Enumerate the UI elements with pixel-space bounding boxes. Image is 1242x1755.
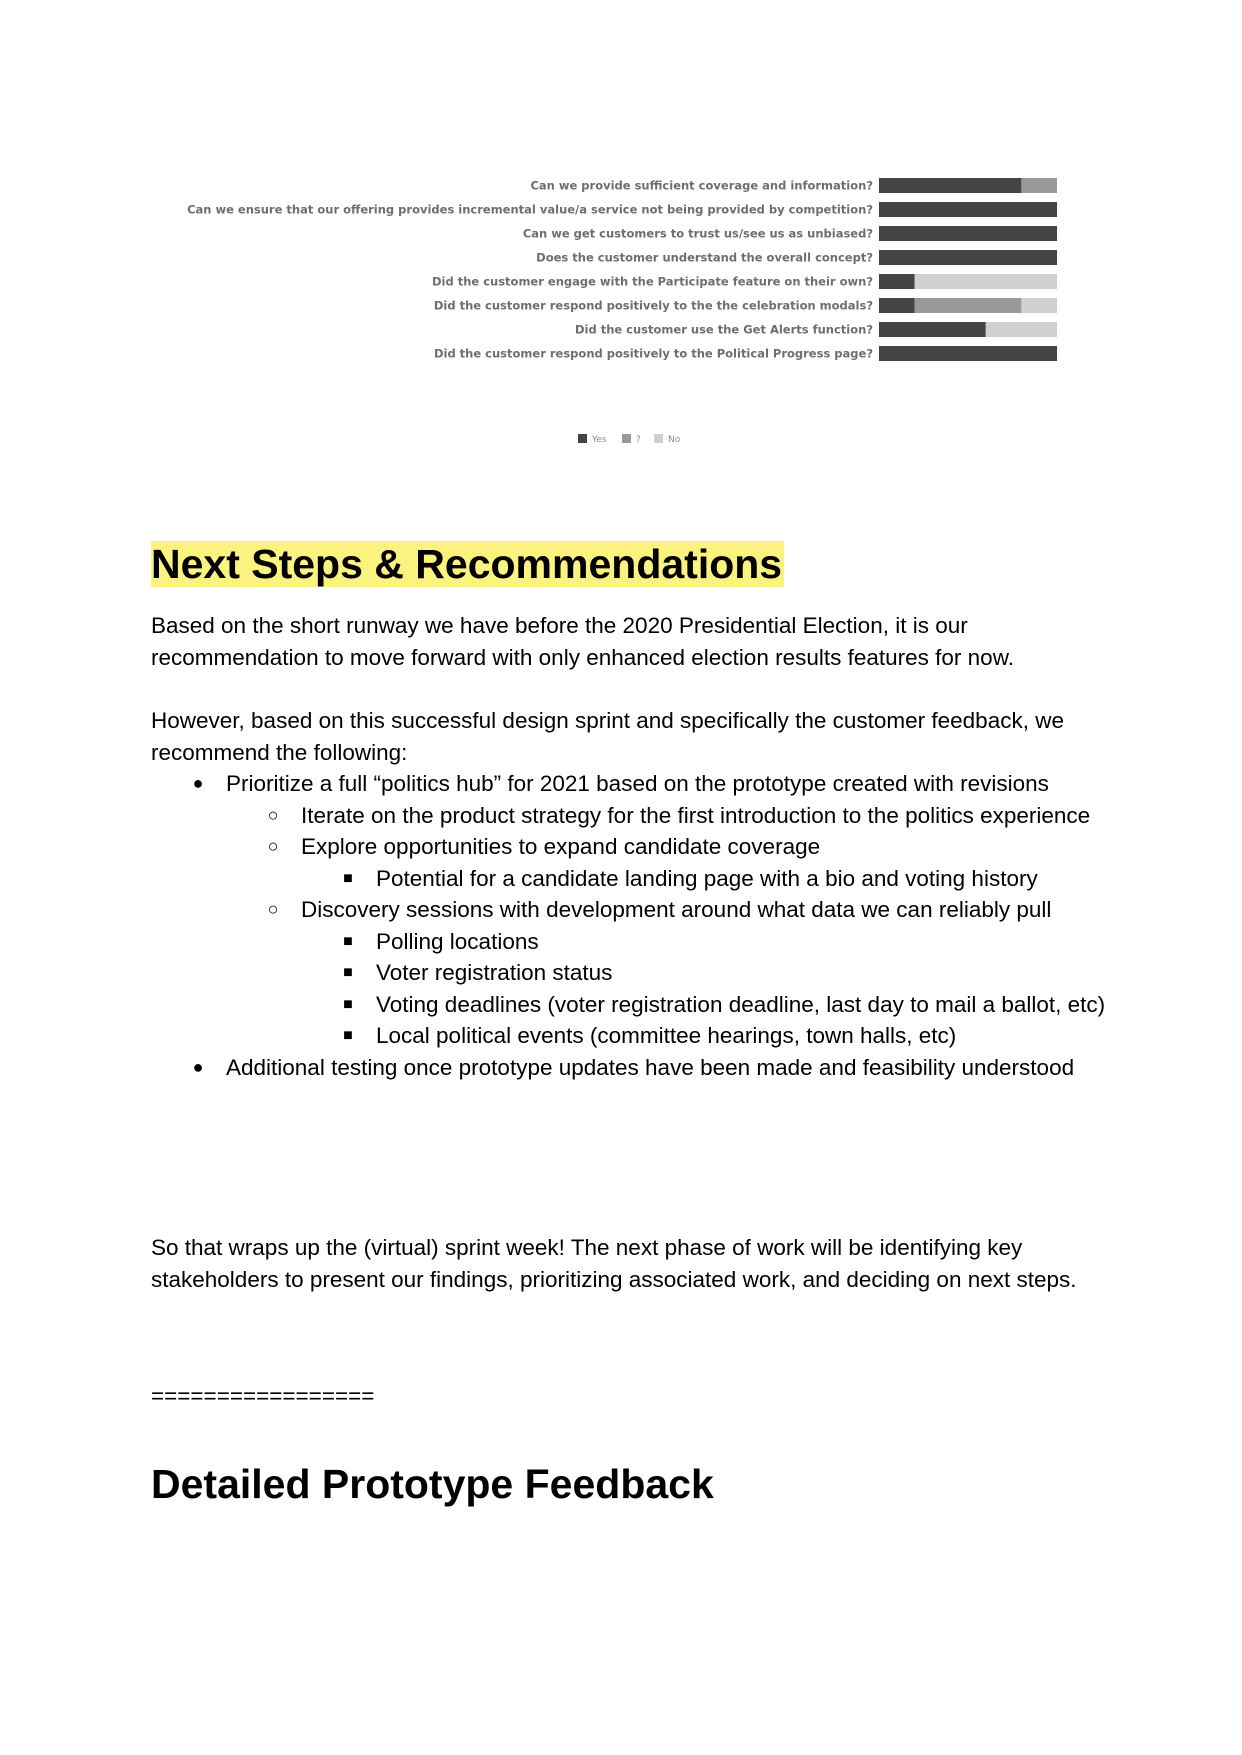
list-item-text: Prioritize a full “politics hub” for 2021 based on the prototype created with revisions <box>226 771 1049 796</box>
list-item-text: Additional testing once prototype updates have been made and feasibility understood <box>226 1054 1075 1080</box>
legend-swatch <box>654 434 663 443</box>
highlighted-heading-text: Next Steps & Recommendations <box>151 541 783 587</box>
survey-results-chart <box>0 0 1242 460</box>
bar-segment <box>986 322 1057 337</box>
bar-segment <box>879 274 915 289</box>
category-label: Did the customer use the Get Alerts function? <box>574 322 873 337</box>
legend-label: ? <box>636 435 641 445</box>
wrap-up-paragraph: So that wraps up the (virtual) sprint week! The next phase of work will be identifying key stakeholders to present our findings, prioritizing associated work, and deciding on next steps. <box>151 1235 1077 1292</box>
detailed-feedback-heading: Detailed Prototype Feedback <box>151 1461 714 1507</box>
square-bullet-icon: ■ <box>343 1027 353 1044</box>
sub-sub-list <box>301 926 1131 1052</box>
bar-segment <box>879 202 1057 217</box>
square-bullet-icon: ■ <box>343 995 353 1013</box>
recommendation-list <box>151 768 1131 1083</box>
list-item-text: Voting deadlines (voter registration deadline, last day to mail a ballot, etc) <box>376 991 1106 1017</box>
list-item <box>151 768 1131 1052</box>
list-item <box>226 894 1131 1052</box>
bar-segment <box>879 226 1057 241</box>
list-item <box>301 1020 1131 1052</box>
category-label: Did the customer engage with the Participate feature on their own? <box>431 274 873 289</box>
list-item <box>301 863 1131 895</box>
category-label: Can we ensure that our offering provides incremental value/a service not being provided by competition? <box>187 202 873 217</box>
list-item-text: Discovery sessions with development around what data we can reliably pull <box>301 897 1052 922</box>
next-steps-heading <box>151 540 784 588</box>
list-item <box>301 957 1131 989</box>
list-item-text: Voter registration status <box>376 960 613 985</box>
sub-sub-list <box>301 863 1131 895</box>
bar-segment <box>1021 178 1057 193</box>
category-label: Does the customer understand the overall concept? <box>536 250 873 265</box>
list-item-text: Explore opportunities to expand candidate coverage <box>301 834 821 859</box>
bar-segment <box>879 322 986 337</box>
category-label: Can we provide sufficient coverage and information? <box>530 178 873 193</box>
list-item <box>151 1052 1131 1084</box>
circle-bullet-icon: ○ <box>267 804 279 825</box>
category-label: Did the customer respond positively to the the celebration modals? <box>433 298 873 313</box>
list-item <box>226 800 1131 832</box>
bar-segment <box>879 250 1057 265</box>
disc-bullet-icon: ● <box>192 1056 204 1077</box>
circle-bullet-icon: ○ <box>267 899 279 919</box>
list-item-text: Iterate on the product strategy for the first introduction to the politics experience <box>301 802 1091 828</box>
runway-paragraph: Based on the short runway we have before the 2020 Presidential Election, it is our recommendation to move forward with only enhanced election results features for now. <box>151 613 1014 670</box>
square-bullet-icon: ■ <box>343 964 353 981</box>
square-bullet-icon: ■ <box>343 869 353 887</box>
recommend-intro-paragraph: However, based on this successful design sprint and specifically the customer feedback, we recommend the following: <box>151 708 1064 765</box>
category-label: Did the customer respond positively to the Political Progress page? <box>433 346 873 361</box>
bar-segment <box>1021 298 1057 313</box>
list-item <box>301 926 1131 958</box>
list-item-text: Local political events (committee hearings, town halls, etc) <box>376 1023 957 1048</box>
list-item-text: Polling locations <box>376 928 539 954</box>
bar-segment <box>879 298 915 313</box>
sub-list <box>226 800 1131 1052</box>
square-bullet-icon: ■ <box>343 932 353 950</box>
list-item-text: Potential for a candidate landing page with a bio and voting history <box>376 865 1038 891</box>
legend-label: Yes <box>592 435 607 445</box>
circle-bullet-icon: ○ <box>267 836 279 856</box>
list-item <box>301 989 1131 1021</box>
list-item <box>226 831 1131 894</box>
legend-label: No <box>668 435 681 445</box>
bar-segment <box>879 178 1021 193</box>
bar-segment <box>915 274 1057 289</box>
legend-swatch <box>578 434 587 443</box>
bar-segment <box>915 298 1022 313</box>
legend-swatch <box>622 434 631 443</box>
disc-bullet-icon: ● <box>192 773 204 793</box>
category-label: Can we get customers to trust us/see us as unbiased? <box>522 226 873 241</box>
bar-segment <box>879 346 1057 361</box>
separator-line: ================= <box>151 1383 375 1408</box>
